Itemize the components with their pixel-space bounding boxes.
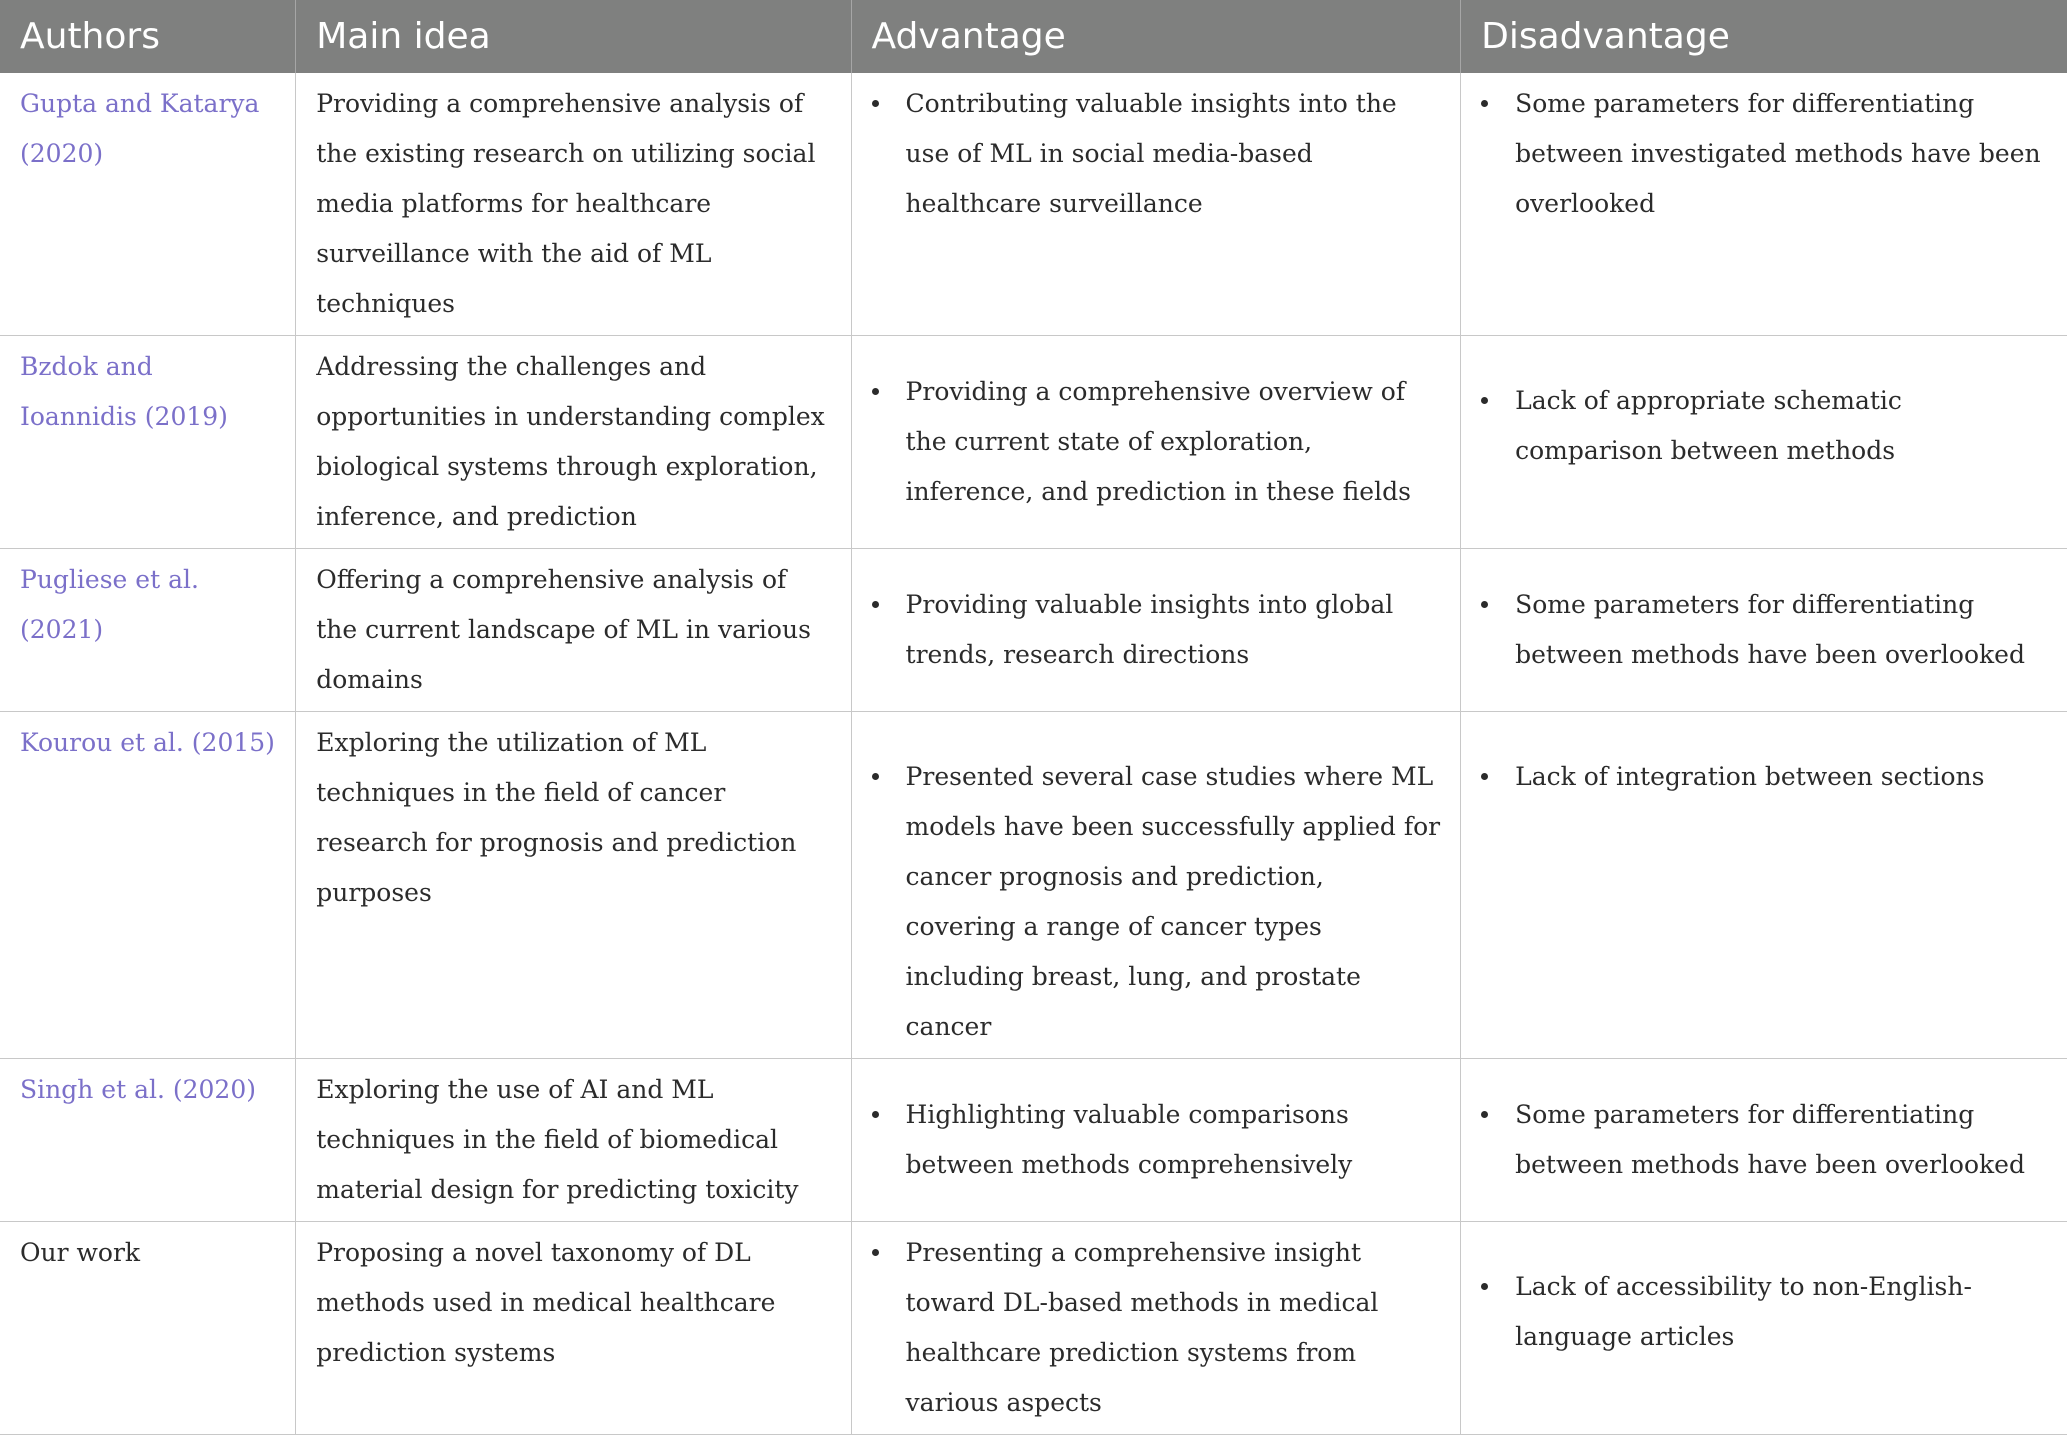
- disadvantage-item: Lack of accessibility to non-English-language articles: [1515, 1262, 2047, 1362]
- header-row: [0, 0, 2067, 73]
- header-authors: Authors: [0, 0, 296, 73]
- disadvantage-cell: [1461, 336, 2067, 549]
- disadvantage-cell: [1461, 1059, 2067, 1222]
- main-idea-cell: Addressing the challenges and opportunities in understanding complex biological systems through exploration, inference, and prediction: [296, 336, 851, 549]
- table-row: [0, 73, 2067, 336]
- header-advantage: Advantage: [851, 0, 1461, 73]
- main-idea-cell: Exploring the use of AI and ML techniques in the field of biomedical material design for predicting toxicity: [296, 1059, 851, 1222]
- author-link[interactable]: Bzdok and Ioannidis (2019): [0, 336, 296, 549]
- advantage-cell: [851, 1059, 1461, 1222]
- advantage-cell: [851, 712, 1461, 1059]
- disadvantage-cell: [1461, 712, 2067, 1059]
- author-link[interactable]: Singh et al. (2020): [0, 1059, 296, 1222]
- advantage-item: Highlighting valuable comparisons between methods comprehensively: [906, 1090, 1441, 1190]
- author-link[interactable]: Pugliese et al. (2021): [0, 549, 296, 712]
- author-cell: Our work: [0, 1222, 296, 1435]
- advantage-cell: [851, 336, 1461, 549]
- advantage-item: Presented several case studies where ML models have been successfully applied for cancer prognosis and prediction, covering a range of cancer types including breast, lung, and prostate cancer: [906, 752, 1441, 1052]
- advantage-item: Contributing valuable insights into the use of ML in social media-based healthcare surveillance: [906, 79, 1441, 229]
- table-row: [0, 336, 2067, 549]
- advantage-cell: [851, 1222, 1461, 1435]
- author-link[interactable]: Gupta and Katarya (2020): [0, 73, 296, 336]
- disadvantage-cell: [1461, 549, 2067, 712]
- table-row: [0, 549, 2067, 712]
- header-main-idea: Main idea: [296, 0, 851, 73]
- main-idea-cell: Proposing a novel taxonomy of DL methods used in medical healthcare prediction systems: [296, 1222, 851, 1435]
- header-disadvantage: Disadvantage: [1461, 0, 2067, 73]
- advantage-cell: [851, 549, 1461, 712]
- table-row: [0, 1222, 2067, 1435]
- disadvantage-item: Some parameters for differentiating between investigated methods have been overlooked: [1515, 79, 2047, 229]
- main-idea-cell: Providing a comprehensive analysis of the existing research on utilizing social media platforms for healthcare surveillance with the aid of ML techniques: [296, 73, 851, 336]
- disadvantage-cell: [1461, 73, 2067, 336]
- advantage-item: Providing valuable insights into global trends, research directions: [906, 580, 1441, 680]
- advantage-item: Presenting a comprehensive insight toward DL-based methods in medical healthcare prediction systems from various aspects: [906, 1228, 1441, 1428]
- main-idea-cell: Exploring the utilization of ML techniques in the field of cancer research for prognosis and prediction purposes: [296, 712, 851, 1059]
- disadvantage-item: Some parameters for differentiating between methods have been overlooked: [1515, 1090, 2047, 1190]
- main-idea-cell: Offering a comprehensive analysis of the current landscape of ML in various domains: [296, 549, 851, 712]
- advantage-item: Providing a comprehensive overview of the current state of exploration, inference, and prediction in these fields: [906, 367, 1441, 517]
- disadvantage-item: Some parameters for differentiating between methods have been overlooked: [1515, 580, 2047, 680]
- table-row: [0, 1059, 2067, 1222]
- table-row: [0, 712, 2067, 1059]
- author-link[interactable]: Kourou et al. (2015): [0, 712, 296, 1059]
- disadvantage-item: Lack of appropriate schematic comparison between methods: [1515, 376, 2047, 476]
- disadvantage-item: Lack of integration between sections: [1515, 752, 2047, 802]
- disadvantage-cell: [1461, 1222, 2067, 1435]
- advantage-cell: [851, 73, 1461, 336]
